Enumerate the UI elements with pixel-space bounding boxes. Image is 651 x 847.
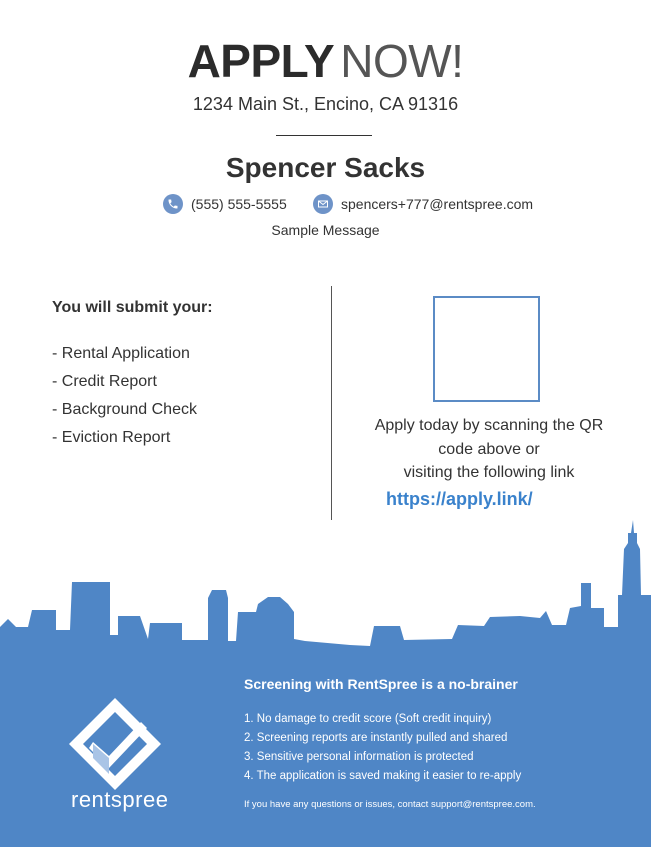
benefits-list: [244, 710, 521, 786]
wordmark-rent: rent: [71, 787, 111, 812]
list-item: 2. Screening reports are instantly pulled and shared: [244, 732, 508, 744]
headline: [0, 36, 651, 86]
property-address: 1234 Main St., Encino, CA 91316: [192, 94, 459, 114]
list-item: - Background Check: [52, 401, 197, 418]
agent-name: Spencer Sacks: [225, 152, 426, 183]
rentspree-logo-icon: [69, 698, 161, 790]
apply-instructions: [360, 414, 618, 485]
apply-link[interactable]: https://apply.link/: [386, 489, 533, 509]
list-item: - Credit Report: [52, 373, 157, 390]
divider-rule: [276, 135, 372, 136]
email-contact: [313, 194, 533, 214]
instructions-line: code above or: [438, 440, 540, 458]
list-item: - Rental Application: [52, 345, 190, 362]
submit-title: You will submit your:: [52, 299, 213, 316]
phone-contact: [163, 194, 287, 214]
footer-title: Screening with RentSpree is a no-brainer: [244, 676, 518, 692]
list-item: - Eviction Report: [52, 429, 171, 446]
vertical-divider: [331, 286, 332, 520]
email-icon: [313, 194, 333, 214]
list-item: 4. The application is saved making it easier to re-apply: [244, 770, 522, 782]
headline-strong: APPLY: [187, 35, 335, 87]
submit-list: [52, 340, 197, 452]
support-note: If you have any questions or issues, contact support@rentspree.com.: [244, 799, 536, 810]
headline-light: NOW!: [340, 35, 464, 87]
instructions-line: visiting the following link: [403, 464, 575, 481]
list-item: 3. Sensitive personal information is protected: [244, 751, 474, 763]
list-item: 1. No damage to credit score (Soft credit inquiry): [244, 713, 492, 725]
phone-number[interactable]: (555) 555-5555: [191, 196, 287, 212]
instructions-line: Apply today by scanning the QR: [374, 417, 604, 434]
rentspree-wordmark: [71, 787, 168, 813]
agent-message: Sample Message: [271, 222, 380, 238]
qr-code-placeholder: [433, 296, 540, 402]
phone-icon: [163, 194, 183, 214]
email-address[interactable]: spencers+777@rentspree.com: [341, 196, 534, 212]
wordmark-spree: spree: [110, 787, 169, 812]
